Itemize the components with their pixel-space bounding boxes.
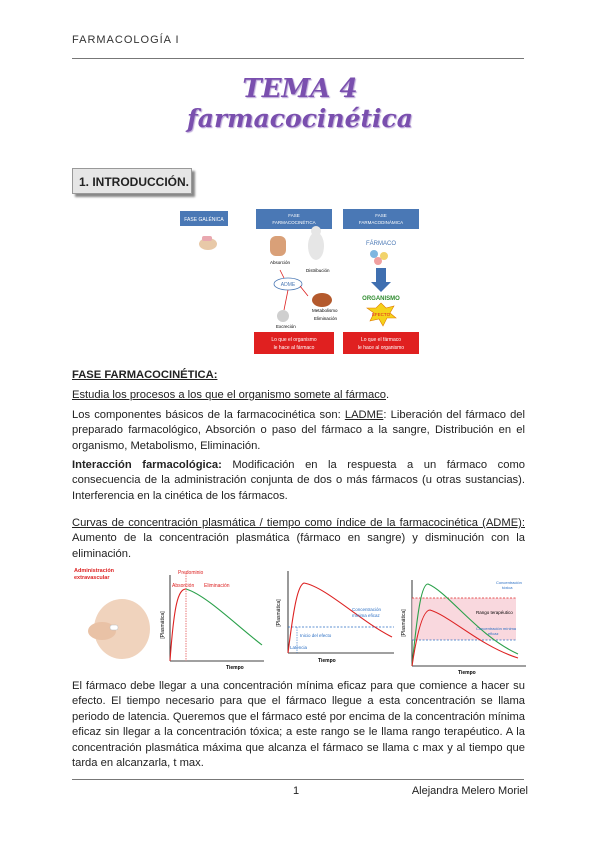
pill-icon (110, 625, 118, 630)
page-number: 1 (293, 785, 300, 797)
section-heading: 1. INTRODUCCIÓN. (72, 168, 192, 194)
chart3-toxica-label-1: Concentración (496, 580, 522, 585)
rango-terapeutico-band (412, 598, 516, 640)
chart2-inicio-label: Inicio del efecto (300, 633, 332, 638)
chart3-xlabel: Tiempo (458, 670, 476, 676)
admin-label-1: Administración (74, 568, 115, 574)
chart-predominio (156, 565, 266, 673)
chart3-cme-label-2: eficaz (488, 631, 499, 636)
pill-hand-icon (199, 236, 217, 250)
absorcion-label: Absorción (270, 260, 291, 265)
red-box-1-line-2: le hace al fármaco (273, 345, 315, 351)
document-title: TEMA 4 (242, 74, 358, 104)
interaccion-paragraph: Interacción farmacológica: Modificación en la respuesta a un fármaco como consecuencia de la administración conjunta de dos o más fármacos (u otras sustancias). Interferencia en la cinética de los fármacos. (72, 459, 526, 502)
pills-icon (370, 250, 388, 265)
chart1-predominio-label: Predominio (178, 570, 204, 576)
chart2-latencia-label: Latencia (290, 645, 308, 650)
chart1-xlabel: Tiempo (226, 665, 244, 671)
chart1-eliminacion-label: Eliminación (204, 583, 230, 589)
farmacocinetica-diagram (180, 208, 420, 356)
metabolismo-label: Metabolismo (312, 308, 338, 313)
chart1-ylabel: [Plasmática] (160, 611, 166, 639)
red-box-2-line-2: le hace al organismo (357, 345, 405, 351)
chart2-ylabel: [Plasmática] (276, 599, 282, 627)
footer-rule (72, 779, 524, 780)
eliminacion-label: Eliminación (314, 316, 338, 321)
chart3-rango-label: Rango terapéutico (476, 610, 513, 615)
fase-galenica-label: FASE GALÉNICA (184, 217, 224, 223)
header-rule (72, 58, 524, 59)
concentration-curve (288, 583, 392, 653)
fase-line1: Estudia los procesos a los que el organismo somete al fármaco. (72, 389, 390, 401)
red-box-1-line-1: Lo que el organismo (271, 337, 317, 343)
fase-farmacodinamica-box (343, 209, 419, 229)
chart3-toxica-label-2: tóxica (502, 585, 513, 590)
arrow-down-icon (371, 268, 391, 292)
page-header: FARMACOLOGÍA I (72, 34, 180, 46)
organismo-label: ORGANISMO (362, 296, 400, 302)
curvas-paragraph: Curvas de concentración plasmática / tiempo como índice de la farmacocinética (ADME): Aumento de la concentración plasmática (fármaco en sangre) y disminución con la eliminación. (72, 517, 525, 560)
farmaco-label: FÁRMACO (366, 241, 396, 247)
admin-label-2: extravascular (74, 575, 110, 581)
chart3-cme-label-1: Concentración mínima (476, 626, 517, 631)
chart-rango-terapeutico (398, 576, 528, 676)
adme-label: ADME (280, 282, 296, 288)
distribucion-label: Distribución (306, 268, 330, 273)
efecto-label: EFECTO (371, 312, 391, 317)
fase-farmacodinamica-label-1: FASE (375, 213, 387, 218)
chart2-xlabel: Tiempo (318, 658, 336, 664)
chart2-cme-label-2: mínima eficaz (352, 613, 380, 618)
administracion-extravascular-image (72, 565, 152, 665)
chart-concentracion-minima (270, 565, 398, 667)
chart2-cme-label-1: Concentración (352, 607, 382, 612)
author-name: Alejandra Melero Moriel (411, 785, 528, 797)
red-box-2-line-1: Lo que el fármaco (360, 337, 402, 343)
chart1-absorcion-label: Absorción (172, 583, 195, 589)
hand-shape (88, 622, 116, 640)
fase-components-paragraph: Los componentes básicos de la farmacocinética son: LADME: Liberación del fármaco del preparado farmacológico, Absorción o paso del fármaco a la sangre, Distribución en el organismo, Metabolismo, Eliminación. (72, 409, 525, 452)
fase-farmacocinetica-label-2: FARMACOCINÉTICA (272, 220, 316, 225)
fase-farmacodinamica-label-2: FARMACODINÁMICA (358, 220, 404, 225)
fase-farmacocinetica-label-1: FASE (288, 213, 300, 218)
closing-paragraph: El fármaco debe llegar a una concentración mínima eficaz para que comience a hacer su efecto. El tiempo necesario para que el fármaco llegue a esta concentración se llama periodo de latencia. Queremos que el fármaco esté por encima de la concentración mínima eficaz sin llegar a la concentración tóxica; a este rango se le llama rango terapéutico. A la concentración plasmática máxima que alcanza el fármaco se llama c max y al tiempo que tarda en alcanzarla, t max. (72, 680, 525, 770)
fase-farmacocinetica-box (256, 209, 332, 229)
excrecion-label: Excreción (276, 324, 296, 329)
chart3-ylabel: [Plasmática] (401, 609, 407, 637)
fase-heading: FASE FARMACOCINÉTICA: (72, 369, 218, 381)
document-subtitle: farmacocinética (187, 104, 413, 133)
